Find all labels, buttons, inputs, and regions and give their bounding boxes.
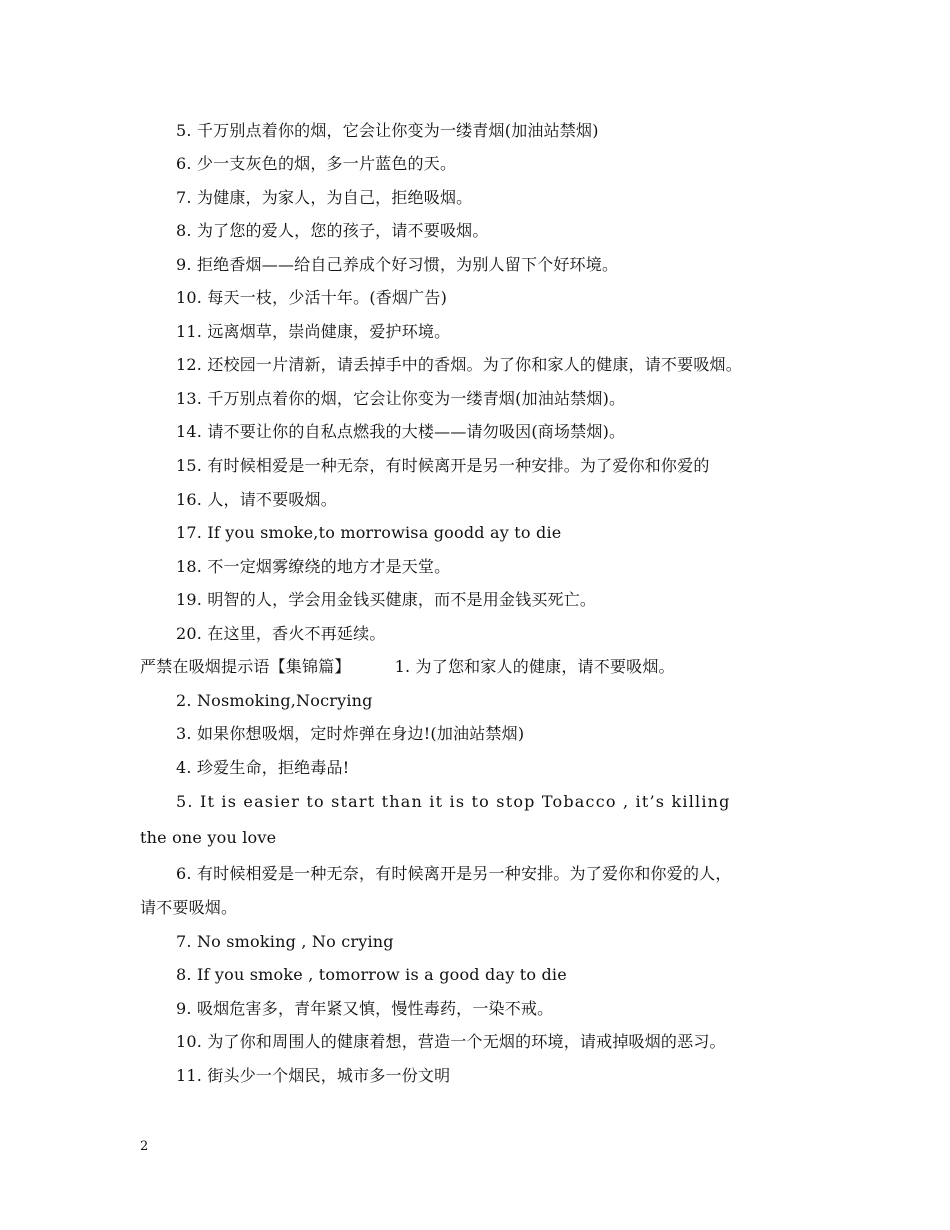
list-item-continuation: the one you love [140,828,277,847]
list-item: 13. 千万别点着你的烟，它会让你变为一缕青烟(加油站禁烟)。 [176,389,626,408]
list-item: 8. 为了您的爱人，您的孩子，请不要吸烟。 [176,221,489,240]
list-item: 10. 为了你和周围人的健康着想，营造一个无烟的环境，请戒掉吸烟的恶习。 [176,1032,726,1051]
list-item: 15. 有时候相爱是一种无奈，有时候离开是另一种安排。为了爱你和你爱的 [176,456,710,475]
list-item: 1. 为了您和家人的健康，请不要吸烟。 [394,657,675,676]
list-item: 5. 千万别点着你的烟，它会让你变为一缕青烟(加油站禁烟) [176,121,599,140]
list-item: 19. 明智的人，学会用金钱买健康，而不是用金钱买死亡。 [176,590,597,609]
list-item: 2. Nosmoking,Nocrying [176,691,373,710]
list-item: 5. It is easier to start than it is to stop Tobacco , it’s killing [176,792,731,811]
list-item: 12. 还校园一片清新，请丢掉手中的香烟。为了你和家人的健康，请不要吸烟。 [176,355,742,374]
page-number: 2 [140,1139,149,1154]
list-item: 16. 人，请不要吸烟。 [176,490,337,509]
list-item: 4. 珍爱生命，拒绝毒品! [176,758,350,777]
list-item: 17. If you smoke,to morrowisa goodd ay to die [176,523,562,542]
list-item: 10. 每天一枝，少活十年。(香烟广告) [176,288,448,307]
section-heading-row [140,657,675,677]
list-item-continuation: 请不要吸烟。 [140,898,238,917]
list-item: 14. 请不要让你的自私点燃我的大楼——请勿吸因(商场禁烟)。 [176,422,626,441]
list-item: 6. 有时候相爱是一种无奈，有时候离开是另一种安排。为了爱你和你爱的人， [176,864,732,883]
list-item: 6. 少一支灰色的烟，多一片蓝色的天。 [176,154,457,173]
list-item: 9. 拒绝香烟——给自己养成个好习惯，为别人留下个好环境。 [176,255,619,274]
section-heading: 严禁在吸烟提示语【集锦篇】 [140,657,351,676]
list-item: 7. 为健康，为家人，为自己，拒绝吸烟。 [176,188,473,207]
list-item: 11. 街头少一个烟民，城市多一份文明 [176,1066,451,1085]
list-item: 7. No smoking , No crying [176,932,394,951]
list-item: 3. 如果你想吸烟，定时炸弹在身边!(加油站禁烟) [176,724,525,743]
list-item: 20. 在这里，香火不再延续。 [176,624,386,643]
list-item: 8. If you smoke , tomorrow is a good day to die [176,965,567,984]
list-item: 9. 吸烟危害多，青年紧又慎，慢性毒药，一染不戒。 [176,999,554,1018]
list-item: 18. 不一定烟雾缭绕的地方才是天堂。 [176,557,451,576]
list-item: 11. 远离烟草，崇尚健康，爱护环境。 [176,322,451,341]
